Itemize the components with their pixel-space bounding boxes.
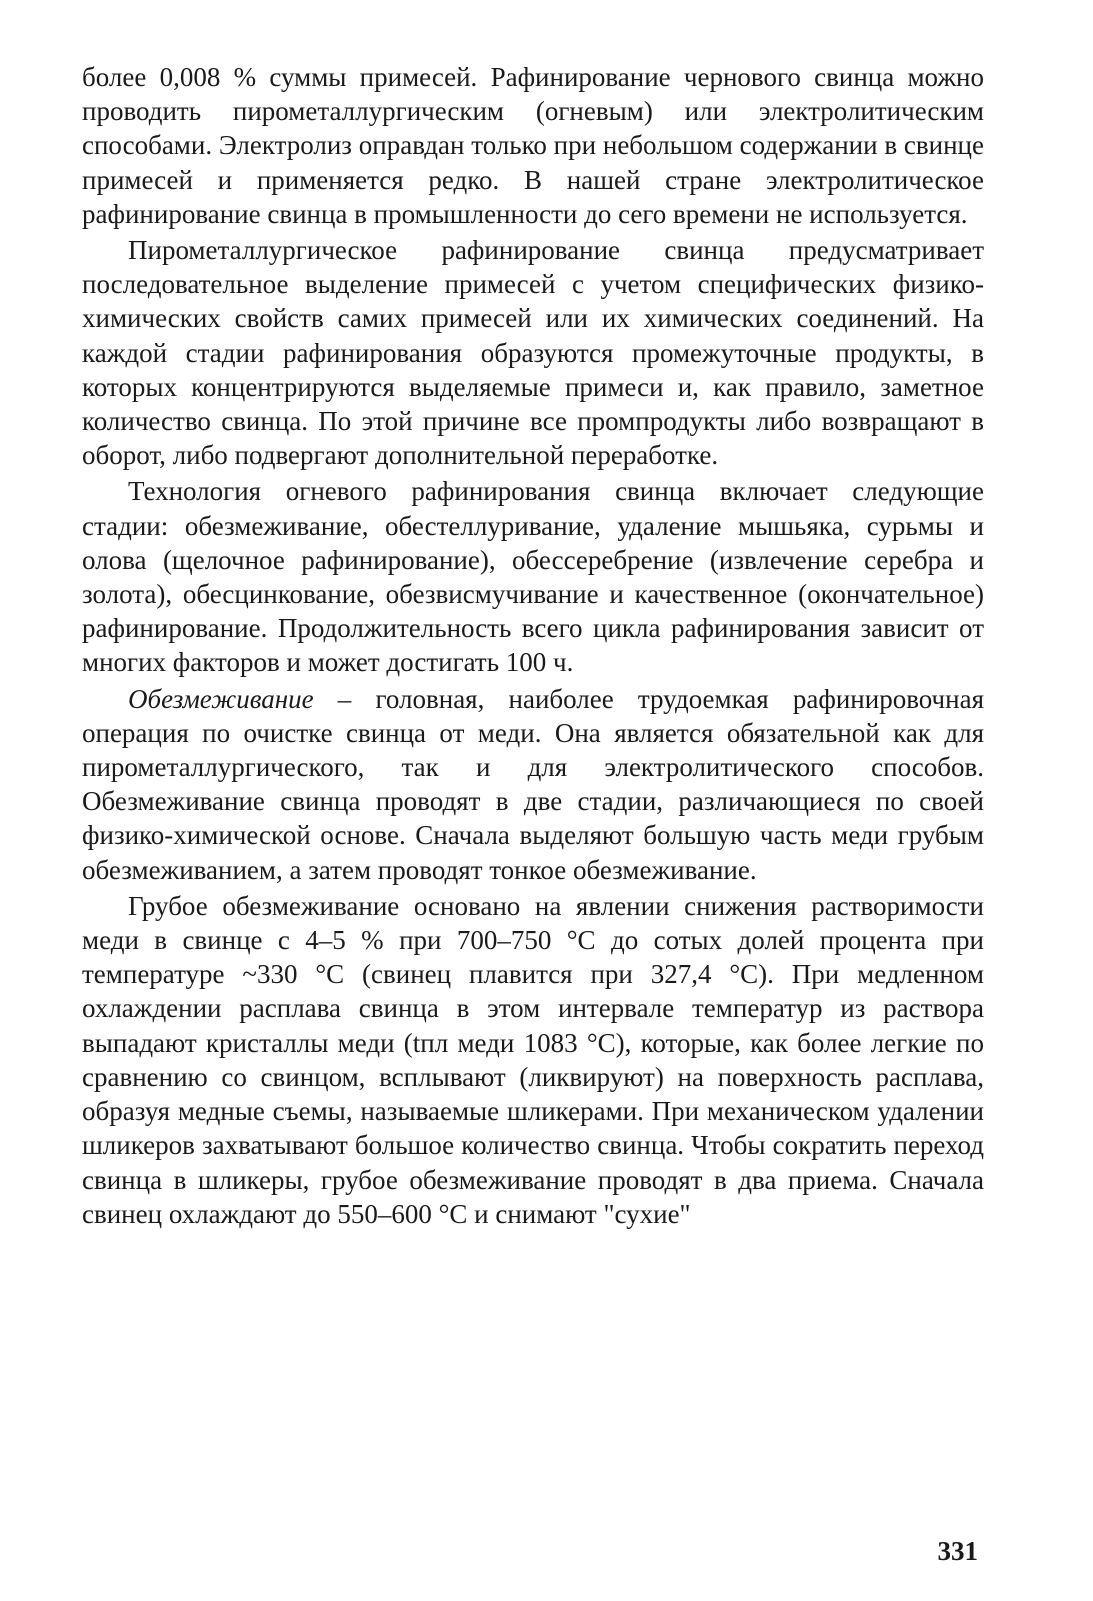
paragraph-technology	[82, 474, 984, 679]
paragraph-text: Технология огневого рафинирования свинца включает следующие стадии: обезмеживание, обестеллуривание, удаление мышьяка, сурьмы и олова (щелочное рафинирование), обессеребрение (извлечение серебра и золота), обесцинкование, обезвисмучивание и качественное (окончательное) рафинирование. Продолжительность всего цикла рафинирования зависит от многих факторов и может достигать 100 ч.	[82, 476, 984, 678]
paragraph-intro	[82, 60, 984, 231]
italic-term: Обезмеживание	[128, 683, 314, 714]
paragraph-decopperizing	[82, 682, 984, 887]
paragraph-rough-decopperizing	[82, 889, 984, 1231]
paragraph-text: Пирометаллургическое рафинирование свинца предусматривает последовательное выделение примесей с учетом специфических физико-химических свойств самих примесей или их химических соединений. На каждой стадии рафинирования образуются промежуточные продукты, в которых концентрируются выделяемые примеси и, как правило, заметное количество свинца. По этой причине все промпродукты либо возвращают в оборот, либо подвергают дополнительной переработке.	[82, 235, 984, 471]
page-number: 331	[937, 1536, 978, 1566]
paragraph-text: более 0,008 % суммы примесей. Рафинирование чернового свинца можно проводить пирометаллургическим (огневым) или электролитическим способами. Электролиз оправдан только при небольшом содержании в свинце примесей и применяется редко. В нашей стране электролитическое рафинирование свинца в промышленности до сего времени не используется.	[82, 62, 984, 229]
paragraph-pyrometallurgy	[82, 233, 984, 472]
paragraph-text: – головная, наиболее трудоемкая рафинировочная операция по очистке свинца от меди. Она является обязательной как для пирометаллургического, так и для электролитического способов. Обезмеживание свинца проводят в две стадии, различающиеся по своей физико-химической основе. Сначала выделяют большую часть меди грубым обезмеживанием, а затем проводят тонкое обезмеживание.	[82, 683, 984, 885]
paragraph-text: Грубое обезмеживание основано на явлении снижения растворимости меди в свинце с 4–5 % при 700–750 °С до сотых долей процента при температуре ~330 °С (свинец плавится при 327,4 °С). При медленном охлаждении расплава свинца в этом интервале температур из раствора выпадают кристаллы меди (tпл меди 1083 °С), которые, как более легкие по сравнению со свинцом, всплывают (ликвируют) на поверхность расплава, образуя медные съемы, называемые шликерами. При механическом удалении шликеров захватывают большое количество свинца. Чтобы сократить переход свинца в шликеры, грубое обезмеживание проводят в два приема. Сначала свинец охлаждают до 550–600 °С и снимают "сухие"	[82, 890, 984, 1229]
page-body	[82, 60, 984, 1231]
